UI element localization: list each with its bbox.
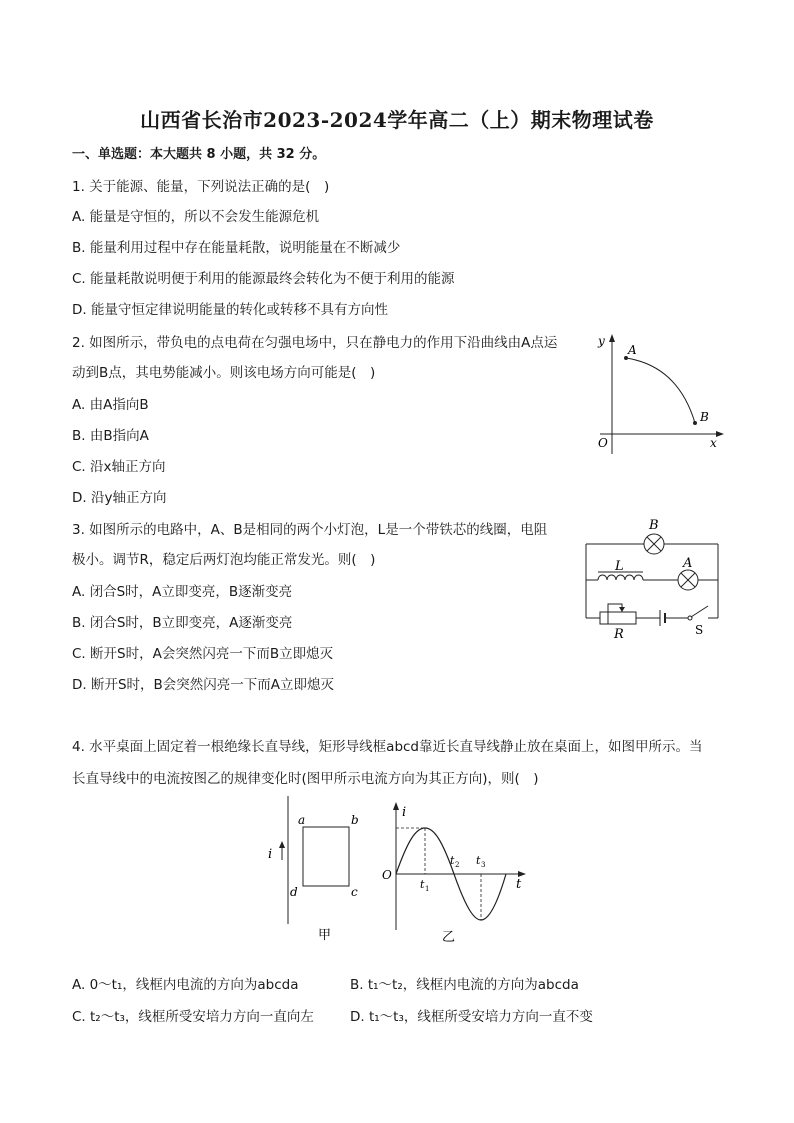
q4-option-a: A. 0～t₁，线框内电流的方向为abcda <box>72 977 299 993</box>
switch-label: S <box>695 623 704 637</box>
q3-circuit-figure <box>578 512 728 648</box>
current-arrow-head <box>279 841 285 848</box>
question-3-stem-line1: 3. 如图所示的电路中，A、B是相同的两个小灯泡，L是一个带铁芯的线圈，电阻 <box>72 522 548 538</box>
t3-subscript: 3 <box>481 861 486 869</box>
i-axis-label: i <box>402 805 407 820</box>
t2-label: t <box>450 854 455 867</box>
question-2-stem-line2: 动到B点，其电势能减小。则该电场方向可能是( ) <box>72 365 376 381</box>
q2-option-a: A. 由A指向B <box>72 397 149 413</box>
rectangular-frame-abcd <box>303 827 349 886</box>
t1-subscript: 1 <box>425 885 430 893</box>
corner-b-label: b <box>351 813 359 827</box>
resistor-label: R <box>614 627 624 642</box>
caption-yi: 乙 <box>442 930 456 945</box>
coil-l-icon <box>598 575 643 580</box>
coil-label: L <box>615 559 624 574</box>
question-2-stem-line1: 2. 如图所示，带负电的点电荷在匀强电场中，只在静电力的作用下沿曲线由A点运 <box>72 335 558 351</box>
q3-option-c: C. 断开S时，A会突然闪亮一下而B立即熄灭 <box>72 646 334 662</box>
q1-option-a: A. 能量是守恒的，所以不会发生能源危机 <box>72 209 320 225</box>
q4-yi-svg <box>376 800 532 946</box>
y-axis-label: y <box>598 334 605 348</box>
q1-option-d: D. 能量守恒定律说明能量的转化或转移不具有方向性 <box>72 302 388 318</box>
q3-circuit-svg <box>578 512 728 644</box>
q2-option-d: D. 沿y轴正方向 <box>72 490 167 506</box>
point-b-label: B <box>700 410 709 424</box>
t3-label: t <box>476 854 481 867</box>
question-4-stem-line1: 4. 水平桌面上固定着一根绝缘长直导线，矩形导线框abcd靠近长直导线静止放在桌面上，如图甲所示。当 <box>72 739 703 755</box>
q2-option-b: B. 由B指向A <box>72 428 149 444</box>
question-1-stem: 1. 关于能源、能量，下列说法正确的是( ) <box>72 179 330 195</box>
origin-o-label: O <box>382 868 392 882</box>
q4-figure-yi <box>376 800 532 950</box>
corner-d-label: d <box>290 885 298 899</box>
corner-a-label: a <box>298 813 306 827</box>
q1-option-c: C. 能量耗散说明便于利用的能源最终会转化为不便于利用的能源 <box>72 271 455 287</box>
q4-jia-svg <box>262 796 362 946</box>
x-axis-arrow <box>716 431 724 437</box>
y-axis-arrow <box>609 334 615 342</box>
q2-figure-svg <box>586 328 726 460</box>
rheostat-arrow <box>619 607 625 612</box>
corner-c-label: c <box>351 885 358 899</box>
section-heading-single-choice: 一、单选题：本大题共 8 小题，共 32 分。 <box>72 147 326 162</box>
q4-figure-jia <box>262 796 362 950</box>
lamp-b-label: B <box>649 518 659 533</box>
x-axis-label: x <box>710 436 717 450</box>
q4-option-b: B. t₁～t₂，线框内电流的方向为abcda <box>350 977 579 993</box>
lamp-a-label: A <box>683 556 693 571</box>
trajectory-curve <box>626 358 695 423</box>
origin-label: O <box>598 436 608 450</box>
t2-subscript: 2 <box>455 861 460 869</box>
q3-option-b: B. 闭合S时，B立即变亮，A逐渐变亮 <box>72 615 293 631</box>
q2-trajectory-figure <box>586 328 726 464</box>
q4-option-d: D. t₁～t₃，线框所受安培力方向一直不变 <box>350 1009 593 1025</box>
point-a-label: A <box>628 343 637 357</box>
q2-option-c: C. 沿x轴正方向 <box>72 459 166 475</box>
current-label: i <box>268 847 273 862</box>
switch-s-icon <box>691 606 708 617</box>
q3-option-a: A. 闭合S时，A立即变亮，B逐渐变亮 <box>72 584 293 600</box>
question-4-stem-line2: 长直导线中的电流按图乙的规律变化时(图甲所示电流方向为其正方向)，则( ) <box>72 771 539 787</box>
q4-option-c: C. t₂～t₃，线框所受安培力方向一直向左 <box>72 1009 314 1025</box>
t-axis-label: t <box>516 877 522 892</box>
i-axis-arrow <box>393 802 399 810</box>
q1-option-b: B. 能量利用过程中存在能量耗散，说明能量在不断减少 <box>72 240 401 256</box>
page-title: 山西省长治市2023-2024学年高二（上）期末物理试卷 <box>140 108 654 132</box>
caption-jia: 甲 <box>318 928 332 943</box>
point-b-dot <box>693 421 697 425</box>
q3-option-d: D. 断开S时，B会突然闪亮一下而A立即熄灭 <box>72 677 335 693</box>
resistor-r-icon <box>600 612 636 624</box>
question-3-stem-line2: 极小。调节R，稳定后两灯泡均能正常发光。则( ) <box>72 552 376 568</box>
t1-label: t <box>420 878 425 891</box>
